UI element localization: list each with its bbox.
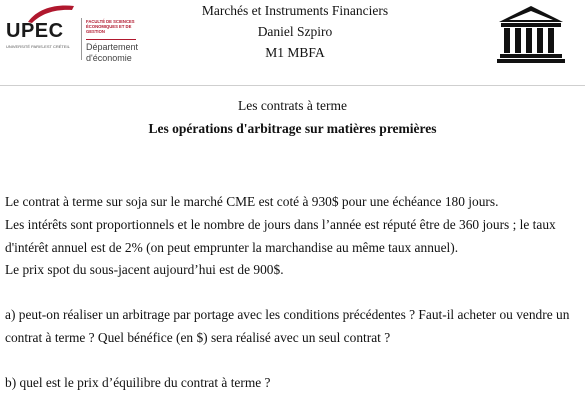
paragraph-spot-price: Le prix spot du sous-jacent aujourd’hui est de 900$.	[5, 262, 284, 278]
program-name: M1 MBFA	[265, 45, 325, 60]
logo-department: Département d'économie	[86, 42, 139, 63]
logo-divider	[86, 39, 136, 40]
logo-faculty: FACULTÉ DE SCIENCES ÉCONOMIQUES ET DE GESTION	[86, 19, 135, 34]
paragraph-interest-terms: Les intérêts sont proportionnels et le nombre de jours dans l’année est réputé être de 360 jours ; le taux d'intérêt annuel est de 2% (on peut emprunter la marchandise au même taux annuel).	[5, 216, 556, 255]
course-name: Marchés et Instruments Financiers	[201, 3, 389, 18]
upec-logo	[6, 2, 156, 66]
exercise-title: Les opérations d'arbitrage sur matières premières	[148, 121, 437, 136]
logo-divider-vertical	[81, 18, 82, 60]
section-title: Les contrats à terme	[237, 98, 348, 113]
question-a: a) peut-on réaliser un arbitrage par portage avec les conditions précédentes ? Faut-il acheter ou vendre un contrat à terme ? Quel bénéfice (en $) sera réalisé avec un seul contrat ?	[5, 307, 570, 345]
title-block	[0, 96, 585, 139]
logo-university: UNIVERSITÉ PARIS-EST CRÉTEIL	[6, 44, 70, 49]
header-divider	[0, 85, 585, 86]
logo-wordmark: UPEC	[6, 20, 64, 42]
paragraph-futures-price: Le contrat à terme sur soja sur le marché CME est coté à 930$ pour une échéance 180 jours.	[5, 194, 499, 209]
spacer	[5, 350, 583, 372]
page-header	[0, 0, 585, 86]
question-b: b) quel est le prix d’équilibre du contrat à terme ?	[5, 374, 271, 390]
spacer	[5, 282, 583, 304]
temple-icon	[497, 4, 565, 64]
header-info	[160, 0, 430, 63]
exercise-body	[5, 191, 583, 395]
author-name: Daniel Szpiro	[257, 24, 333, 39]
